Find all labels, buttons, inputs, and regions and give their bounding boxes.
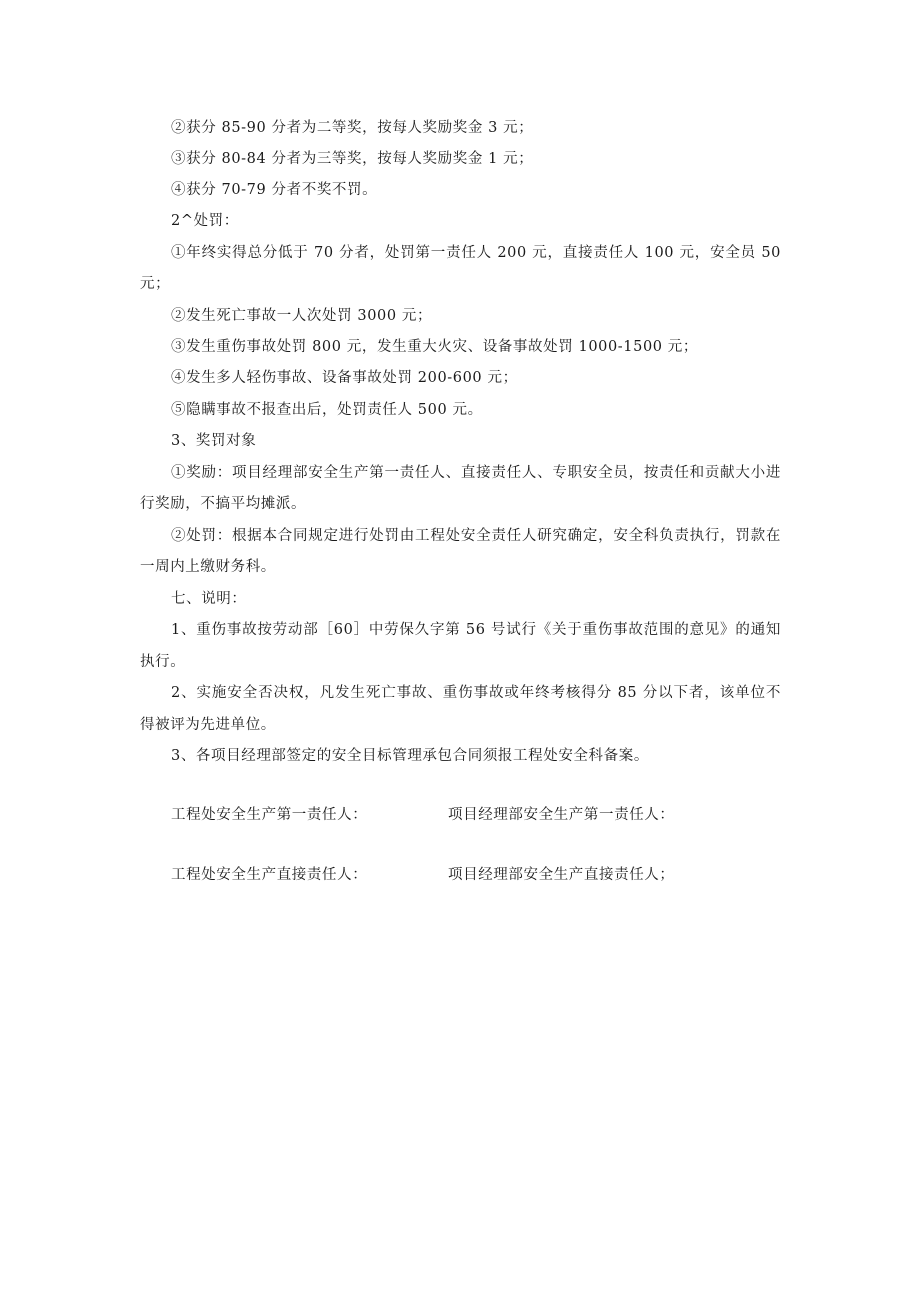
targets-punish-cont: 一周内上缴财务科。 (140, 559, 276, 575)
signature-right-direct: 项目经理部安全生产直接责任人； (448, 867, 675, 883)
signature-right-first: 项目经理部安全生产第一责任人： (448, 807, 675, 823)
reward-none: ④获分 70-79 分者不奖不罚。 (171, 182, 378, 198)
punishment-item-1: ①年终实得总分低于 70 分者，处罚第一责任人 200 元，直接责任人 100 元，安全员 50 (171, 245, 781, 261)
reward-third-prize: ③获分 80-84 分者为三等奖，按每人奖励奖金 1 元； (171, 151, 534, 167)
note-3: 3、各项目经理部签定的安全目标管理承包合同须报工程处安全科备案。 (171, 748, 649, 764)
targets-punish: ②处罚：根据本合同规定进行处罚由工程处安全责任人研究确定，安全科负责执行，罚款在 (171, 528, 781, 544)
punishment-item-4: ④发生多人轻伤事故、设备事故处罚 200-600 元； (171, 370, 518, 386)
reward-second-prize: ②获分 85-90 分者为二等奖，按每人奖励奖金 3 元； (171, 120, 534, 136)
punishment-heading: 2^处罚： (171, 213, 239, 229)
note-2: 2、实施安全否决权，凡发生死亡事故、重伤事故或年终考核得分 85 分以下者，该单位不 (171, 685, 781, 701)
punishment-item-3: ③发生重伤事故处罚 800 元，发生重大火灾、设备事故处罚 1000-1500 元； (171, 339, 699, 355)
note-1: 1、重伤事故按劳动部［60］中劳保久字第 56 号试行《关于重伤事故范围的意见》的通知 (171, 622, 781, 638)
targets-reward: ①奖励：项目经理部安全生产第一责任人、直接责任人、专职安全员，按责任和贡献大小进 (171, 465, 781, 481)
targets-reward-cont: 行奖励，不搞平均摊派。 (140, 496, 307, 512)
punishment-item-2: ②发生死亡事故一人次处罚 3000 元； (171, 308, 433, 324)
punishment-item-1-cont: 元； (140, 276, 171, 292)
signature-left-direct: 工程处安全生产直接责任人： (171, 867, 368, 883)
notes-heading: 七、说明： (171, 591, 247, 607)
punishment-item-5: ⑤隐瞒事故不报查出后，处罚责任人 500 元。 (171, 402, 483, 418)
targets-heading: 3、奖罚对象 (171, 433, 257, 449)
note-2-cont: 得被评为先进单位。 (140, 717, 276, 733)
signature-left-first: 工程处安全生产第一责任人： (171, 807, 368, 823)
note-1-cont: 执行。 (140, 654, 186, 670)
